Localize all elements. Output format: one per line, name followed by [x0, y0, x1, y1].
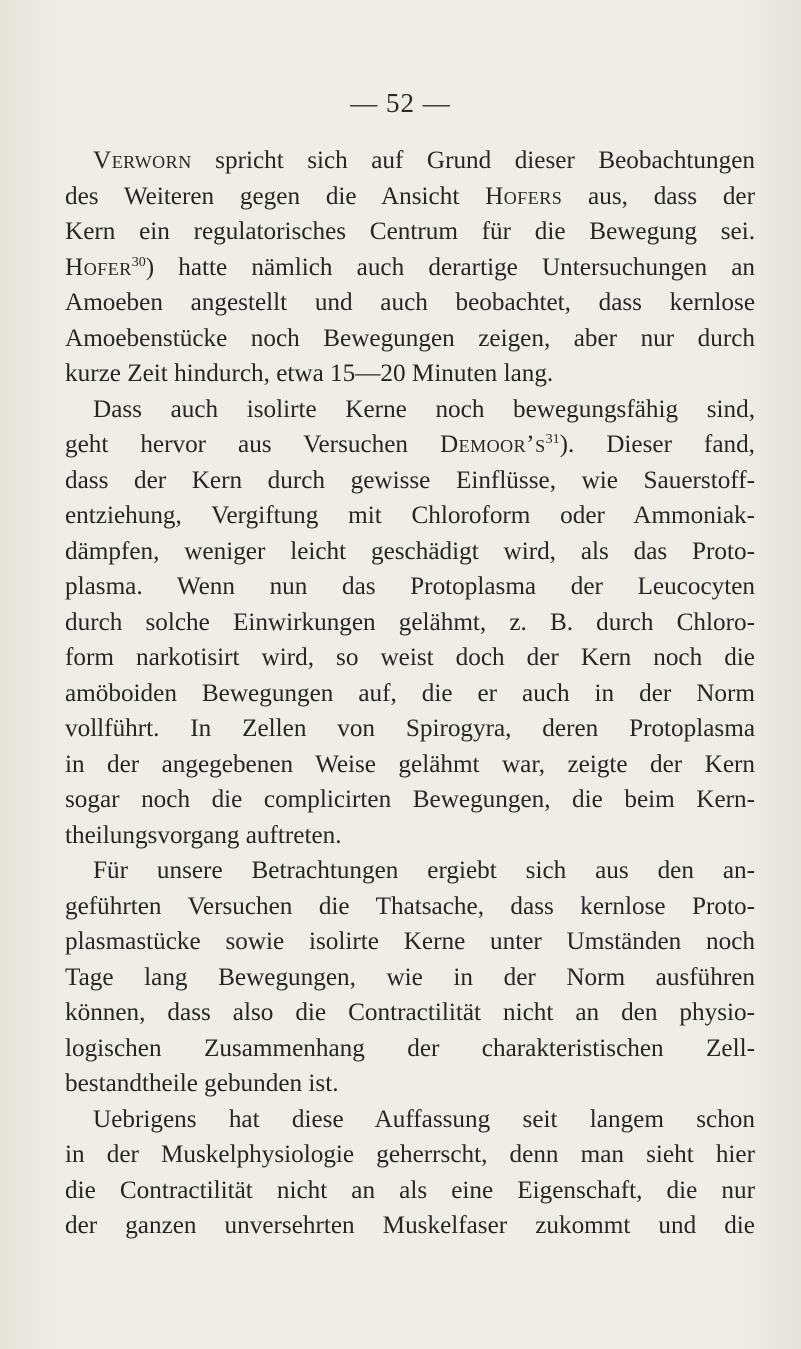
text-line: der ganzen unversehrten Muskelfaser zukommt und die	[65, 1212, 755, 1239]
text-line: Verworn spricht sich auf Grund dieser Beobachtungen	[93, 147, 755, 174]
text-line: Uebrigens hat diese Auffassung seit langem schon	[93, 1105, 755, 1133]
text-line: plasma. Wenn nun das Protoplasma der Leucocyten	[65, 573, 755, 600]
text-line: durch solche Einwirkungen gelähmt, z. B. durch Chloro-	[65, 608, 755, 636]
text-line: plasmastücke sowie isolirte Kerne unter Umständen noch	[65, 928, 755, 955]
text-line: des Weiteren gegen die Ansicht Hofers aus, dass der	[65, 182, 755, 210]
footnote-ref: 31	[545, 432, 560, 447]
text-line: logischen Zusammenhang der charakteristischen Zell-	[65, 1034, 755, 1062]
text-line: dass der Kern durch gewisse Einflüsse, wie Sauerstoff-	[65, 466, 755, 494]
text-line: kurze Zeit hindurch, etwa 15—20 Minuten lang.	[65, 360, 554, 387]
page-number: — 52 —	[350, 88, 451, 118]
text-line: amöboiden Bewegungen auf, die er auch in der Norm	[65, 679, 755, 707]
text-line: sogar noch die complicirten Bewegungen, die beim Kern-	[65, 786, 755, 813]
author-name: Hofer	[65, 253, 132, 281]
text-line: form narkotisirt wird, so weist doch der Kern noch die	[65, 644, 755, 671]
author-name: Demoor’s	[439, 431, 546, 458]
text-line: bestandtheile gebunden ist.	[65, 1070, 339, 1097]
text-line: Hofer$^{30}$) hatte nämlich auch derartige Untersuchungen an	[65, 253, 755, 281]
text-line: Tage lang Bewegungen, wie in der Norm ausführen	[65, 963, 755, 991]
text-line: Für unsere Betrachtungen ergiebt sich aus den an-	[93, 857, 755, 884]
author-name: Hofers	[485, 182, 563, 210]
text-line: dämpfen, weniger leicht geschädigt wird, als das Proto-	[65, 537, 755, 565]
text-line: geht hervor aus Versuchen $Demoor’s^{31}$). Dieser fand,	[65, 431, 755, 458]
text-line: in der Muskelphysiologie geherrscht, denn man sieht hier	[65, 1141, 755, 1168]
text-line: theilungsvorgang auftreten.	[65, 821, 342, 849]
text-line: Dass auch isolirte Kerne noch bewegungsfähig sind,	[93, 395, 755, 423]
text-line: Amoebenstücke noch Bewegungen zeigen, aber nur durch	[65, 324, 755, 352]
text-line: entziehung, Vergiftung mit Chloroform oder Ammoniak-	[65, 502, 755, 529]
text-line: in der angegebenen Weise gelähmt war, zeigte der Kern	[65, 750, 755, 778]
text-line: geführten Versuchen die Thatsache, dass kernlose Proto-	[65, 892, 755, 920]
text-line: die Contractilität nicht an als eine Eigenschaft, die nur	[65, 1176, 755, 1204]
text-line: vollführt. In Zellen von Spirogyra, deren Protoplasma	[65, 715, 755, 742]
text-line: Kern ein regulatorisches Centrum für die Bewegung sei.	[65, 218, 755, 245]
text-line: können, dass also die Contractilität nicht an den physio-	[65, 999, 755, 1026]
body-text	[65, 143, 755, 1244]
text-line: Amoeben angestellt und auch beobachtet, dass kernlose	[65, 289, 755, 316]
author-name: Verworn	[93, 147, 192, 174]
footnote-ref: 30	[131, 254, 146, 270]
